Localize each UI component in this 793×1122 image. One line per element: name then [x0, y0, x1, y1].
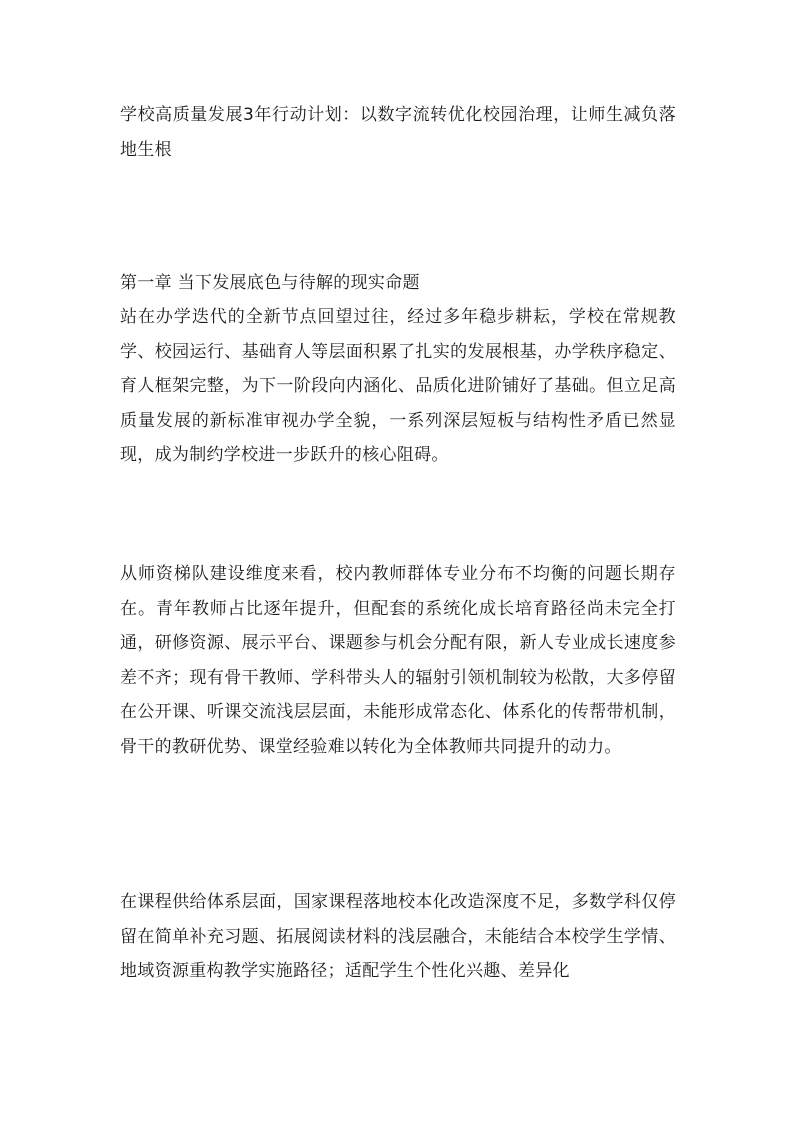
paragraph: 从师资梯队建设维度来看，校内教师群体专业分布不均衡的问题长期存在。青年教师占比逐年提升，但配套的系统化成长培育路径尚未完全打通，研修资源、展示平台、课题参与机会分配有限，新人专业成长速度参差不齐；现有骨干教师、学科带头人的辐射引领机制较为松散，大多停留在公开课、听课交流浅层层面，未能形成常态化、体系化的传帮带机制，骨干的教研优势、课堂经验难以转化为全体教师共同提升的动力。: [120, 564, 676, 757]
paragraph: 在课程供给体系层面，国家课程落地校本化改造深度不足，多数学科仅停留在简单补充习题、拓展阅读材料的浅层融合，未能结合本校学生学情、地域资源重构教学实施路径；适配学生个性化兴趣、差异化: [120, 892, 676, 981]
document-title: 学校高质量发展3年行动计划：以数字流转优化校园治理，让师生减负落地生根: [120, 105, 676, 160]
paragraph: 站在办学迭代的全新节点回望过往，经过多年稳步耕耘，学校在常规教学、校园运行、基础育人等层面积累了扎实的发展根基，办学秩序稳定、育人框架完整，为下一阶段向内涵化、品质化进阶铺好了基础。但立足高质量发展的新标准审视办学全貌，一系列深层短板与结构性矛盾已然显现，成为制约学校进一步跃升的核心阻碍。: [120, 307, 676, 465]
chapter-heading: 第一章 当下发展底色与待解的现实命题: [120, 273, 420, 293]
